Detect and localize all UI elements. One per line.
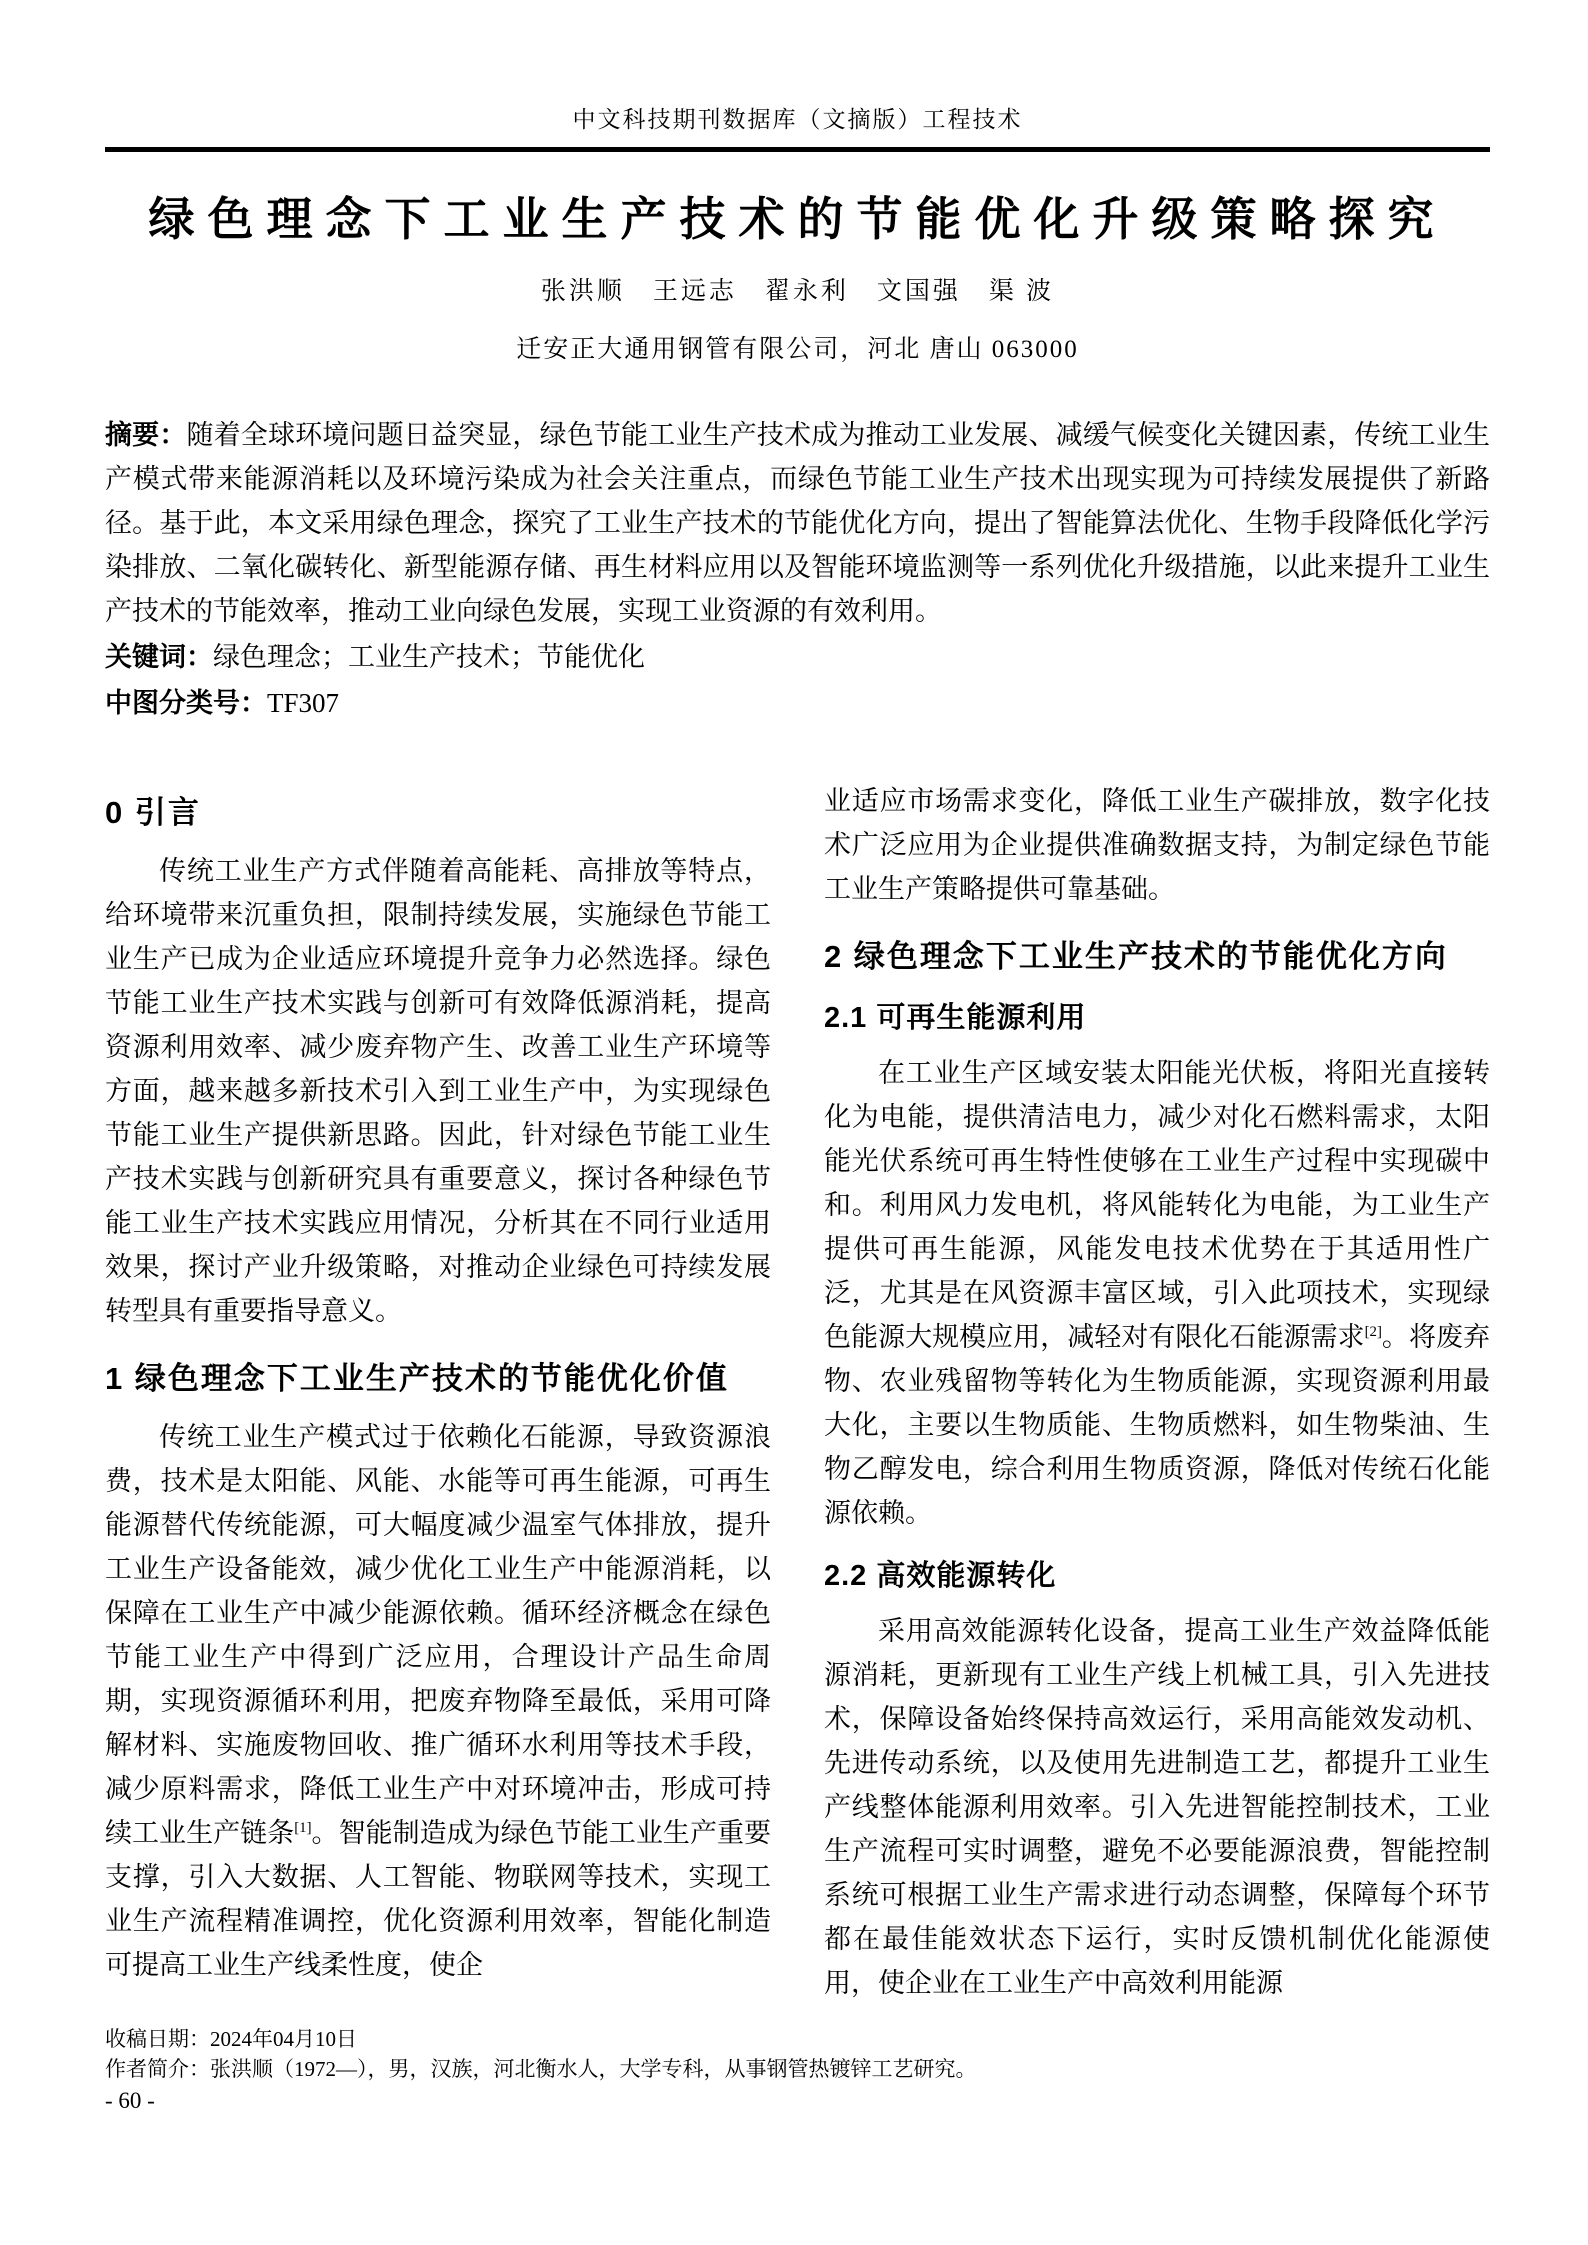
- body-paragraph: 传统工业生产模式过于依赖化石能源，导致资源浪费，技术是太阳能、风能、水能等可再生能源，可再生能源替代传统能源，可大幅度减少温室气体排放，提升工业生产设备能效，减少优化工业生产中能源消耗，以保障在工业生产中减少能源依赖。循环经济概念在绿色节能工业生产中得到广泛应用，合理设计产品生命周期，实现资源循环利用，把废弃物降至最低，采用可降解材料、实施废物回收、推广循环水利用等技术手段，减少原料需求，降低工业生产中对环境冲击，形成可持续工业生产链条[1]。智能制造成为绿色节能工业生产重要支撑，引入大数据、人工智能、物联网等技术，实现工业生产流程精准调控，优化资源利用效率，智能化制造可提高工业生产线柔性度，使企: [105, 1422, 772, 1980]
- clc-line: [105, 681, 1490, 725]
- author-list: 张洪顺 王远志 翟永利 文国强 渠 波: [540, 278, 1055, 305]
- section-heading: 2 绿色理念下工业生产技术的节能优化方向: [824, 939, 1448, 974]
- body-paragraph: 业适应市场需求变化，降低工业生产碳排放，数字化技术广泛应用为企业提供准确数据支持，为制定绿色节能工业生产策略提供可靠基础。: [824, 786, 1490, 904]
- received-date-line: [105, 2024, 1490, 2054]
- author-bio-value: 张洪顺（1972—），男，汉族，河北衡水人，大学专科，从事钢管热镀锌工艺研究。: [210, 2057, 977, 2081]
- author-affiliation: 迁安正大通用钢管有限公司，河北 唐山 063000: [516, 336, 1079, 363]
- abstract-block: [105, 413, 1490, 633]
- subsection-heading: 2.1 可再生能源利用: [824, 1002, 1087, 1034]
- footnote-block: [105, 2024, 1490, 2084]
- abstract-label: 摘要：: [105, 420, 187, 450]
- right-column: [824, 779, 1490, 2005]
- section-heading: 1 绿色理念下工业生产技术的节能优化价值: [105, 1361, 729, 1396]
- keywords-label: 关键词：: [105, 642, 213, 672]
- keywords-line: [105, 635, 1490, 679]
- clc-value: TF307: [267, 688, 340, 718]
- header-rule: [105, 147, 1490, 152]
- body-paragraph: 采用高效能源转化设备，提高工业生产效益降低能源消耗，更新现有工业生产线上机械工具，引入先进技术，保障设备始终保持高效运行，采用高能效发动机、先进传动系统，以及使用先进制造工艺，都提升工业生产线整体能源利用效率。引入先进智能控制技术，工业生产流程可实时调整，避免不必要能源浪费，智能控制系统可根据工业生产需求进行动态调整，保障每个环节都在最佳能效状态下运行，实时反馈机制优化能源使用，使企业在工业生产中高效利用能源: [824, 1616, 1490, 1998]
- two-column-body: [105, 779, 1490, 2005]
- body-paragraph: 传统工业生产方式伴随着高能耗、高排放等特点，给环境带来沉重负担，限制持续发展，实施绿色节能工业生产已成为企业适应环境提升竞争力必然选择。绿色节能工业生产技术实践与创新可有效降低源消耗，提高资源利用效率、减少废弃物产生、改善工业生产环境等方面，越来越多新技术引入到工业生产中，为实现绿色节能工业生产提供新思路。因此，针对绿色节能工业生产技术实践与创新研究具有重要意义，探讨各种绿色节能工业生产技术实践应用情况，分析其在不同行业适用效果，探讨产业升级策略，对推动企业绿色可持续发展转型具有重要指导意义。: [105, 856, 771, 1326]
- clc-label: 中图分类号：: [105, 688, 267, 718]
- page-number: - 60 -: [105, 2088, 155, 2113]
- left-column: [105, 779, 771, 2005]
- body-paragraph: 在工业生产区域安装太阳能光伏板，将阳光直接转化为电能，提供清洁电力，减少对化石燃料需求，太阳能光伏系统可再生特性使够在工业生产过程中实现碳中和。利用风力发电机，将风能转化为电能，为工业生产提供可再生能源，风能发电技术优势在于其适用性广泛，尤其是在风资源丰富区域，引入此项技术，实现绿色能源大规模应用，减轻对有限化石能源需求[2]。将废弃物、农业残留物等转化为生物质能源，实现资源利用最大化，主要以生物质能、生物质燃料，如生物柴油、生物乙醇发电，综合利用生物质资源，降低对传统石化能源依赖。: [824, 1058, 1491, 1528]
- keywords-text: 绿色理念；工业生产技术；节能优化: [213, 642, 645, 672]
- received-date-value: 2024年04月10日: [210, 2027, 357, 2051]
- author-bio-line: [105, 2054, 1490, 2084]
- citation-superscript: [2]: [1364, 1324, 1382, 1340]
- journal-header-line: 中文科技期刊数据库（文摘版）工程技术: [572, 107, 1023, 132]
- section-heading: 0 引言: [105, 795, 201, 830]
- citation-superscript: [1]: [294, 1820, 312, 1836]
- received-date-label: 收稿日期：: [105, 2027, 210, 2051]
- author-bio-label: 作者简介：: [105, 2057, 210, 2081]
- abstract-text: 随着全球环境问题日益突显，绿色节能工业生产技术成为推动工业发展、减缓气候变化关键因素，传统工业生产模式带来能源消耗以及环境污染成为社会关注重点，而绿色节能工业生产技术出现实现为可持续发展提供了新路径。基于此，本文采用绿色理念，探究了工业生产技术的节能优化方向，提出了智能算法优化、生物手段降低化学污染排放、二氧化碳转化、新型能源存储、再生材料应用以及智能环境监测等一系列优化升级措施，以此来提升工业生产技术的节能效率，推动工业向绿色发展，实现工业资源的有效利用。: [105, 420, 1491, 626]
- subsection-heading: 2.2 高效能源转化: [824, 1560, 1057, 1592]
- article-title: 绿色理念下工业生产技术的节能优化升级策略探究: [148, 193, 1447, 245]
